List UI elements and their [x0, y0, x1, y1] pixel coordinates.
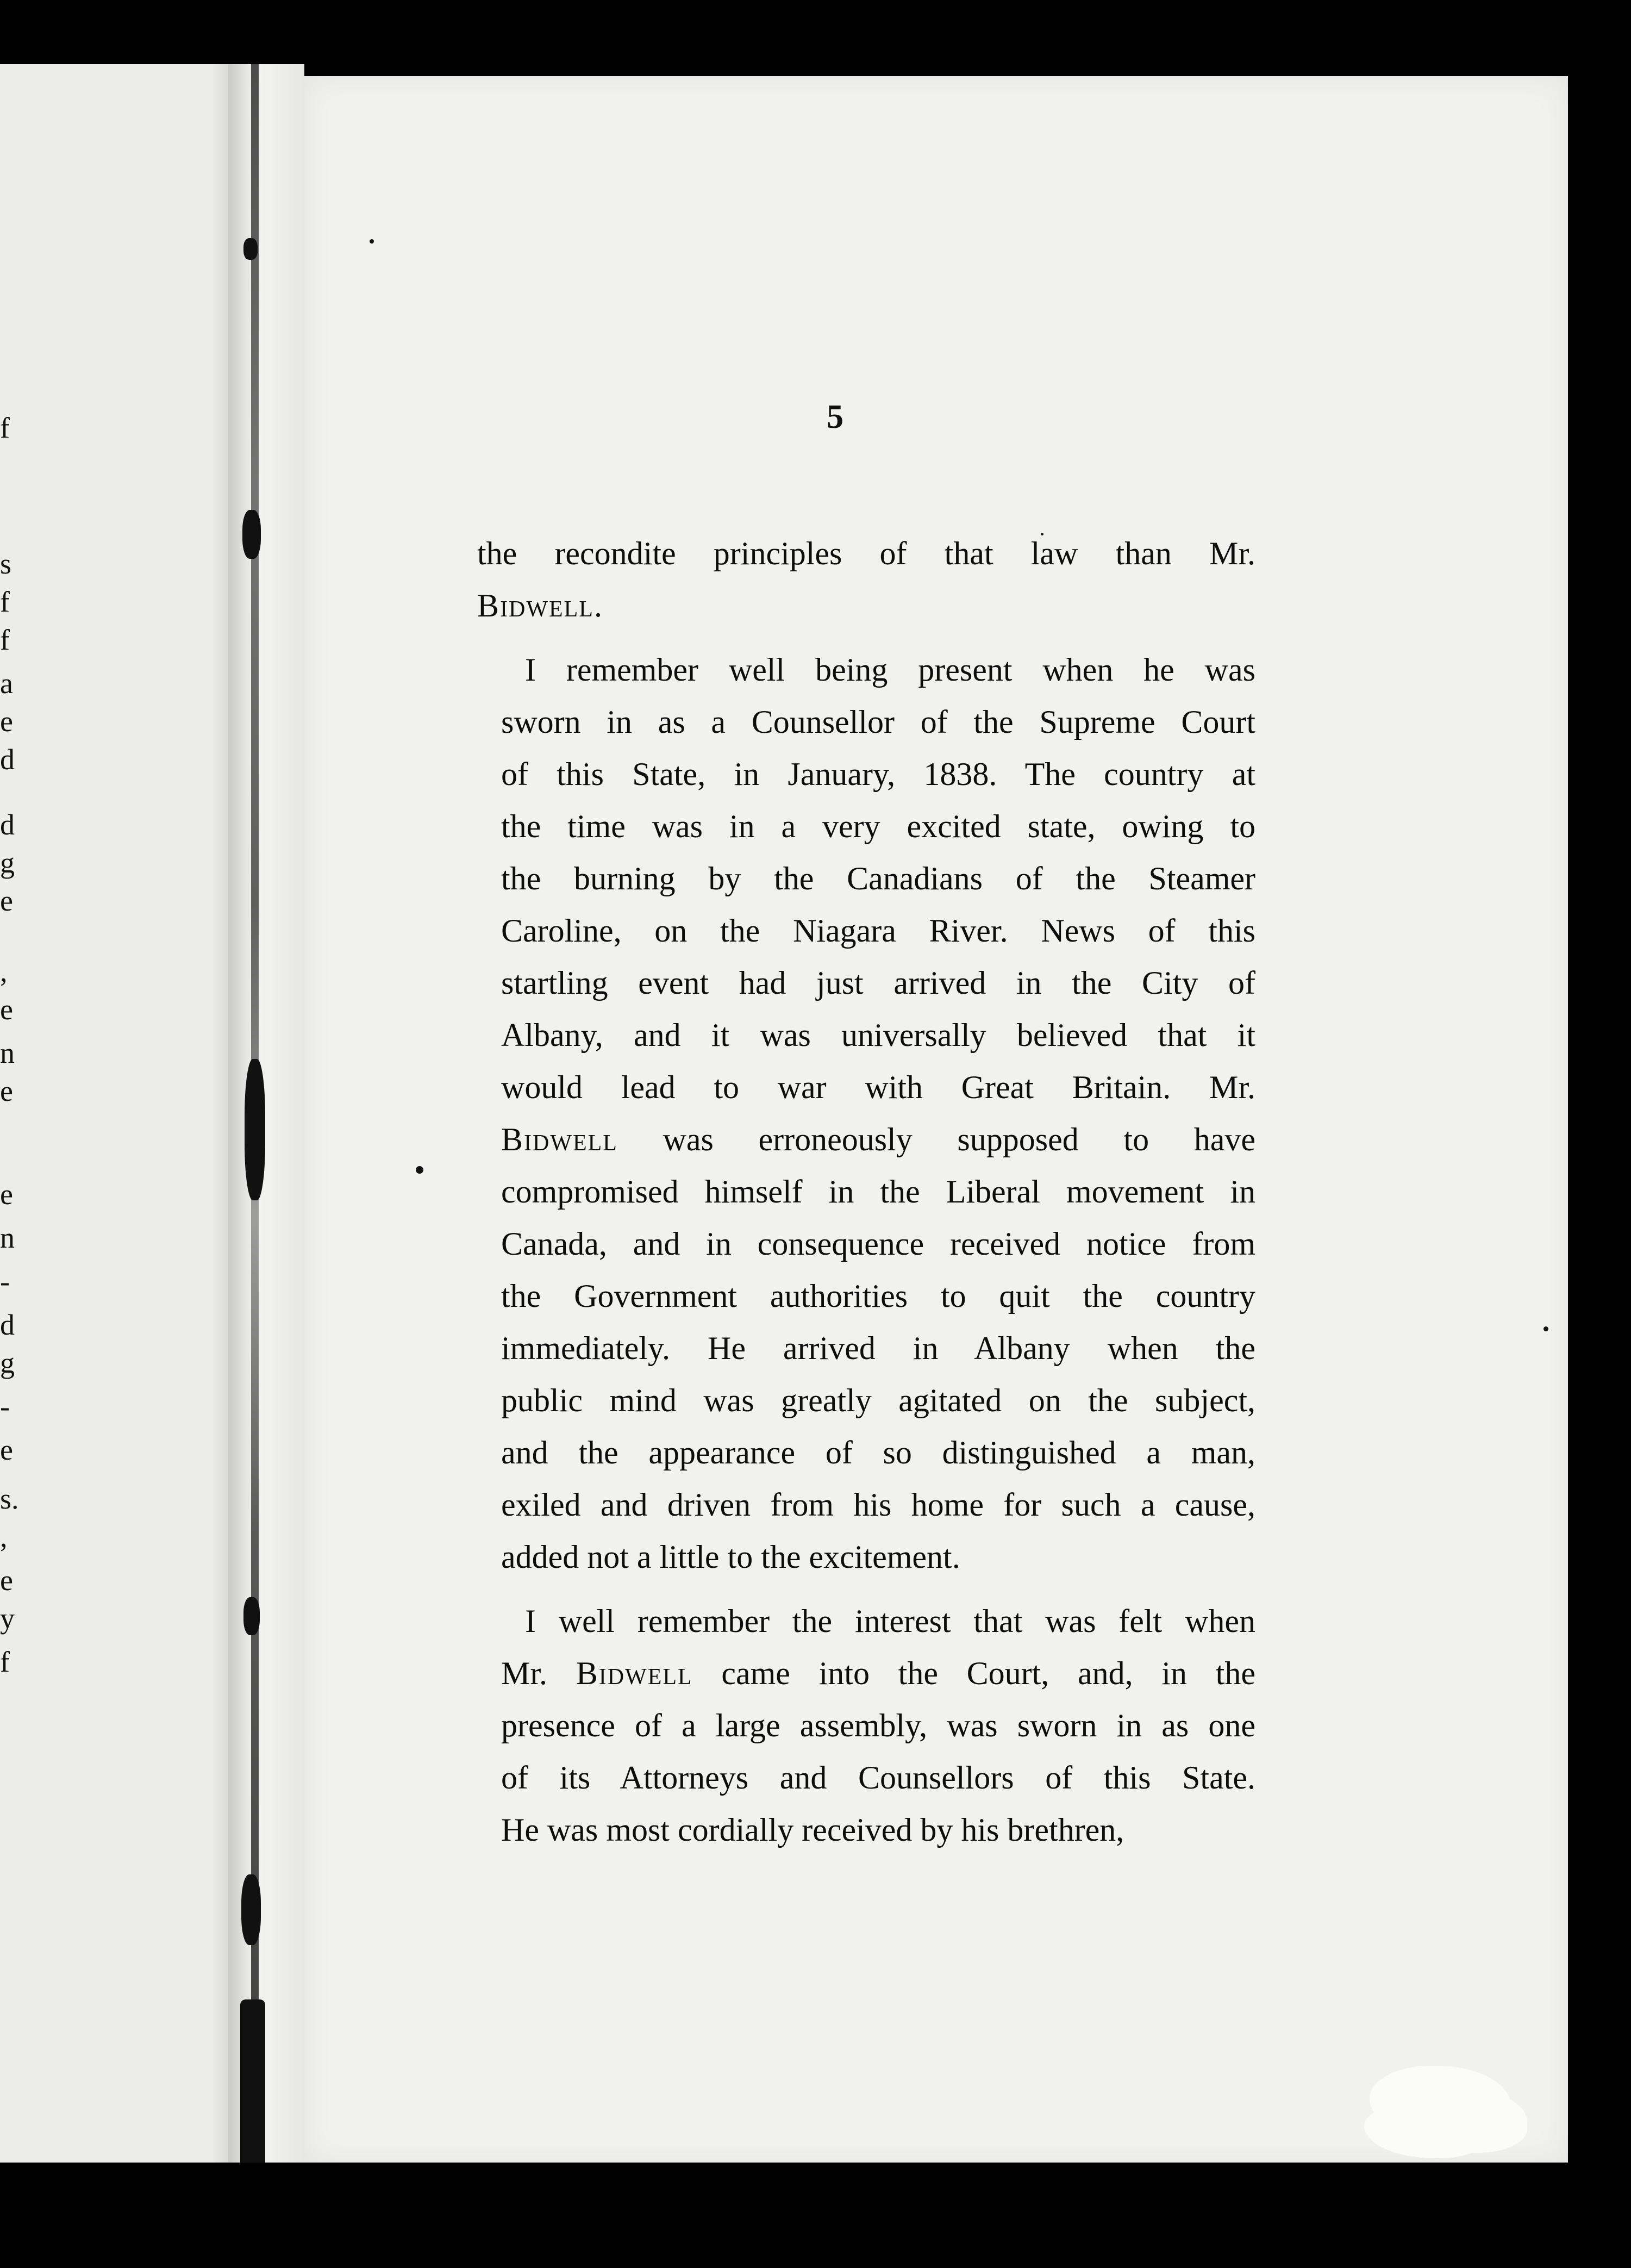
name-small-caps: Bidwell: [477, 588, 594, 624]
text-segment: I remember well being present when he was: [525, 652, 1255, 688]
text-line: [477, 748, 1255, 800]
text-segment: sworn in as a Counsellor of the Supreme Court: [501, 704, 1255, 740]
text-line: [477, 1322, 1255, 1374]
text-line: [477, 1531, 1255, 1583]
left-page-letter: g: [0, 1347, 15, 1379]
paragraph: [477, 1595, 1255, 1856]
binding-blot: [245, 1059, 265, 1200]
text-segment: He was most cordially received by his brethren,: [501, 1812, 1124, 1848]
text-segment: came into the Court, and, in the: [692, 1655, 1255, 1691]
text-segment: was erroneously supposed to have: [617, 1121, 1255, 1157]
text-line: [477, 1804, 1255, 1856]
paper-speck: [370, 239, 374, 244]
text-segment: the Government authorities to quit the country: [501, 1278, 1255, 1314]
paper-speck: [1543, 1326, 1548, 1331]
left-page-letter: e: [0, 884, 13, 917]
text-line: [477, 1647, 1255, 1699]
left-page-letter: y: [0, 1602, 15, 1635]
left-page-letter: a: [0, 667, 13, 700]
left-page-edge-shadow: [212, 64, 228, 2163]
left-page-letter: ,: [0, 955, 8, 988]
text-line: [477, 1479, 1255, 1531]
text-line: [477, 1699, 1255, 1752]
binding-blot: [243, 238, 258, 260]
text-segment: and the appearance of so distinguished a man,: [501, 1435, 1255, 1471]
text-line: [477, 1218, 1255, 1270]
left-page-letter: e: [0, 1075, 13, 1107]
text-line: [477, 1752, 1255, 1804]
left-page-letter: e: [0, 1564, 13, 1597]
text-line: [477, 1595, 1255, 1647]
text-line: [477, 1113, 1255, 1166]
left-page-letter: e: [0, 993, 13, 1026]
name-small-caps: Bidwell: [501, 1121, 618, 1157]
left-page-letter: f: [0, 1646, 10, 1678]
left-page-letter: s.: [0, 1482, 19, 1515]
paragraph: [477, 527, 1255, 632]
text-line: [477, 905, 1255, 957]
left-page-letter: n: [0, 1222, 15, 1254]
text-line: [477, 527, 1255, 580]
left-page-letter: e: [0, 705, 13, 738]
text-segment: Albany, and it was universally believed that it: [501, 1017, 1255, 1053]
text-line: [477, 696, 1255, 748]
binding-blot: [243, 1597, 260, 1635]
scan-bottom-border: [0, 2163, 1631, 2268]
text-line: [477, 800, 1255, 852]
paragraph: [477, 644, 1255, 1583]
text-segment: startling event had just arrived in the City of: [501, 965, 1255, 1001]
left-page-letter: f: [0, 412, 10, 444]
page-number: 5: [827, 398, 843, 435]
paper-speck: [416, 1166, 423, 1174]
text-segment: added not a little to the excitement.: [501, 1539, 960, 1575]
text-line: [477, 1061, 1255, 1113]
text-segment: the recondite principles of that law than Mr.: [477, 535, 1255, 571]
text-segment: .: [593, 588, 602, 624]
text-line: [477, 1166, 1255, 1218]
text-segment: the burning by the Canadians of the Steamer: [501, 861, 1255, 896]
text-line: [477, 644, 1255, 696]
left-page-letter: g: [0, 846, 15, 879]
left-page-letter: n: [0, 1037, 15, 1069]
left-page-cut-text: [0, 64, 26, 2163]
paper-speck: [1041, 533, 1043, 535]
text-line: [477, 852, 1255, 905]
text-segment: of its Attorneys and Counsellors of this State.: [501, 1760, 1255, 1796]
text-segment: immediately. He arrived in Albany when the: [501, 1330, 1255, 1366]
left-page-letter: s: [0, 547, 12, 580]
left-page-letter: e: [0, 1178, 13, 1211]
text-segment: public mind was greatly agitated on the subject,: [501, 1382, 1255, 1418]
left-page-letter: f: [0, 624, 10, 656]
binding-blot: [242, 510, 261, 559]
text-segment: I well remember the interest that was felt when: [525, 1603, 1255, 1639]
text-line: [477, 1009, 1255, 1061]
paper-stain: [1370, 2066, 1511, 2142]
right-page: [304, 76, 1568, 2164]
text-segment: Caroline, on the Niagara River. News of this: [501, 913, 1255, 949]
left-page-letter: d: [0, 808, 15, 841]
text-segment: presence of a large assembly, was sworn in as one: [501, 1708, 1255, 1743]
left-page-letter: -: [0, 1265, 10, 1298]
binding-blot: [241, 1874, 261, 1945]
left-page-letter: d: [0, 743, 15, 776]
text-segment: of this State, in January, 1838. The country at: [501, 756, 1255, 792]
left-page-letter: d: [0, 1309, 15, 1341]
text-line: [477, 580, 1255, 632]
left-page-letter: -: [0, 1390, 10, 1423]
text-segment: Canada, and in consequence received notice from: [501, 1226, 1255, 1262]
text-line: [477, 1426, 1255, 1479]
text-segment: exiled and driven from his home for such a cause,: [501, 1487, 1255, 1523]
book-gutter: [228, 64, 304, 2163]
text-segment: the time was in a very excited state, owing to: [501, 808, 1255, 844]
left-page-letter: ,: [0, 1521, 8, 1553]
left-page-fragment: [0, 64, 228, 2163]
left-page-letter: f: [0, 585, 10, 618]
name-small-caps: Bidwell: [576, 1655, 693, 1691]
text-segment: compromised himself in the Liberal movement in: [501, 1174, 1255, 1210]
text-segment: Mr.: [501, 1655, 576, 1691]
text-segment: would lead to war with Great Britain. Mr.: [501, 1069, 1255, 1105]
body-text: [477, 527, 1255, 1856]
left-page-letter: e: [0, 1434, 13, 1466]
text-line: [477, 957, 1255, 1009]
text-line: [477, 1270, 1255, 1322]
text-line: [477, 1374, 1255, 1426]
